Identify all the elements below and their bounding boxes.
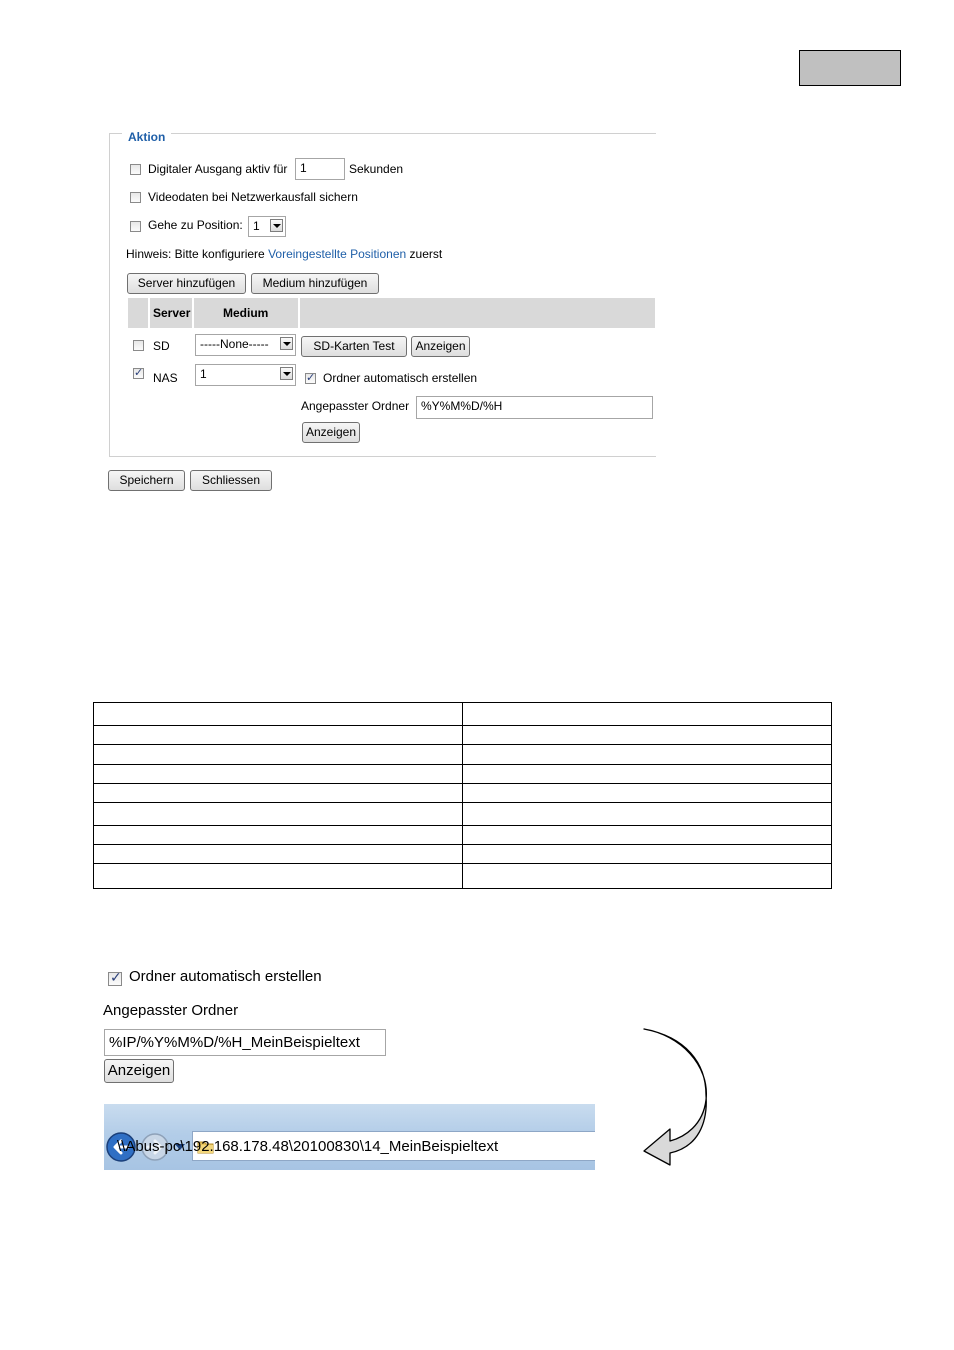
- nas-server-label: NAS: [153, 371, 178, 385]
- digital-output-seconds-input[interactable]: 1: [295, 158, 345, 180]
- chevron-down-icon: [280, 337, 293, 350]
- sd-show-button[interactable]: Anzeigen: [411, 336, 470, 357]
- custom-folder-input[interactable]: %Y%M%D/%H: [416, 396, 653, 419]
- table-cell: [463, 784, 832, 803]
- server-table-header: [128, 298, 655, 328]
- sd-medium-value: -----None-----: [200, 337, 269, 351]
- sd-server-label: SD: [153, 339, 170, 353]
- header-separator: [148, 298, 150, 328]
- sd-card-test-button[interactable]: SD-Karten Test: [301, 336, 407, 357]
- hint-prefix: Hinweis: Bitte konfiguriere: [126, 247, 265, 261]
- table-cell: [94, 745, 463, 765]
- table-cell: [463, 745, 832, 765]
- table-row: [94, 765, 832, 784]
- table-cell: [94, 803, 463, 826]
- position-select-value: 1: [253, 219, 260, 233]
- table-cell: [94, 726, 463, 745]
- table-row: [94, 703, 832, 726]
- table-cell: [463, 864, 832, 889]
- medium-column-header: Medium: [223, 306, 269, 320]
- goto-position-label: Gehe zu Position:: [148, 218, 243, 232]
- table-row: [94, 784, 832, 803]
- table-cell: [463, 703, 832, 726]
- table-row: [94, 726, 832, 745]
- zoom-custom-folder-label: Angepasster Ordner: [103, 1002, 239, 1019]
- sd-checkbox[interactable]: [133, 340, 144, 351]
- explorer-navigation-bar: [104, 1104, 595, 1170]
- zoom-auto-folder-checkbox[interactable]: [108, 972, 122, 986]
- table-row: [94, 745, 832, 765]
- placeholder-table: [93, 702, 832, 889]
- table-cell: [463, 803, 832, 826]
- preset-positions-link[interactable]: Voreingestellte Positionen: [268, 247, 407, 261]
- table-cell: [463, 726, 832, 745]
- table-row: [94, 845, 832, 864]
- fieldset-legend: Aktion: [122, 130, 171, 144]
- close-button[interactable]: Schliessen: [190, 470, 272, 491]
- zoom-auto-folder-label: Ordner automatisch erstellen: [129, 968, 322, 985]
- custom-folder-label: Angepasster Ordner: [301, 399, 410, 413]
- zoom-custom-folder-input[interactable]: %IP/%Y%M%D/%H_MeinBeispieltext: [104, 1029, 386, 1056]
- table-cell: [94, 826, 463, 845]
- table-cell: [94, 845, 463, 864]
- sd-medium-select[interactable]: [195, 334, 296, 356]
- server-column-header: Server: [153, 306, 191, 320]
- table-cell: [463, 845, 832, 864]
- hint-suffix: zuerst: [409, 247, 443, 261]
- header-separator: [298, 298, 300, 328]
- explorer-path-text[interactable]: \\Abus-pc\192.168.178.48\20100830\14_MeinBeispieltext: [117, 1138, 499, 1155]
- table-cell: [94, 765, 463, 784]
- custom-folder-show-button[interactable]: Anzeigen: [302, 422, 360, 443]
- table-row: [94, 826, 832, 845]
- video-backup-checkbox[interactable]: [130, 192, 141, 203]
- chevron-down-icon: [280, 367, 293, 380]
- auto-folder-checkbox[interactable]: [305, 373, 316, 384]
- table-cell: [94, 703, 463, 726]
- table-row: [94, 803, 832, 826]
- table-cell: [463, 765, 832, 784]
- nas-medium-select[interactable]: [195, 364, 296, 386]
- table-row: [94, 864, 832, 889]
- nas-checkbox[interactable]: [133, 368, 144, 379]
- chevron-down-icon: [270, 219, 283, 232]
- header-tab-box: [799, 50, 901, 86]
- hint-text: [126, 247, 442, 261]
- video-backup-label: Videodaten bei Netzwerkausfall sichern: [148, 190, 358, 204]
- save-button[interactable]: Speichern: [108, 470, 185, 491]
- zoom-show-button[interactable]: Anzeigen: [104, 1059, 174, 1083]
- digital-output-label: Digitaler Ausgang aktiv für: [148, 162, 288, 176]
- table-cell: [94, 784, 463, 803]
- goto-position-checkbox[interactable]: [130, 221, 141, 232]
- table-cell: [463, 826, 832, 845]
- curved-arrow-icon: [640, 1025, 712, 1170]
- auto-folder-label: Ordner automatisch erstellen: [323, 371, 478, 385]
- header-separator: [192, 298, 194, 328]
- seconds-unit-label: Sekunden: [349, 162, 404, 176]
- digital-output-checkbox[interactable]: [130, 164, 141, 175]
- add-medium-button[interactable]: Medium hinzufügen: [251, 273, 379, 294]
- position-select[interactable]: [248, 216, 286, 237]
- nas-medium-value: 1: [200, 367, 207, 381]
- table-cell: [94, 864, 463, 889]
- add-server-button[interactable]: Server hinzufügen: [127, 273, 246, 294]
